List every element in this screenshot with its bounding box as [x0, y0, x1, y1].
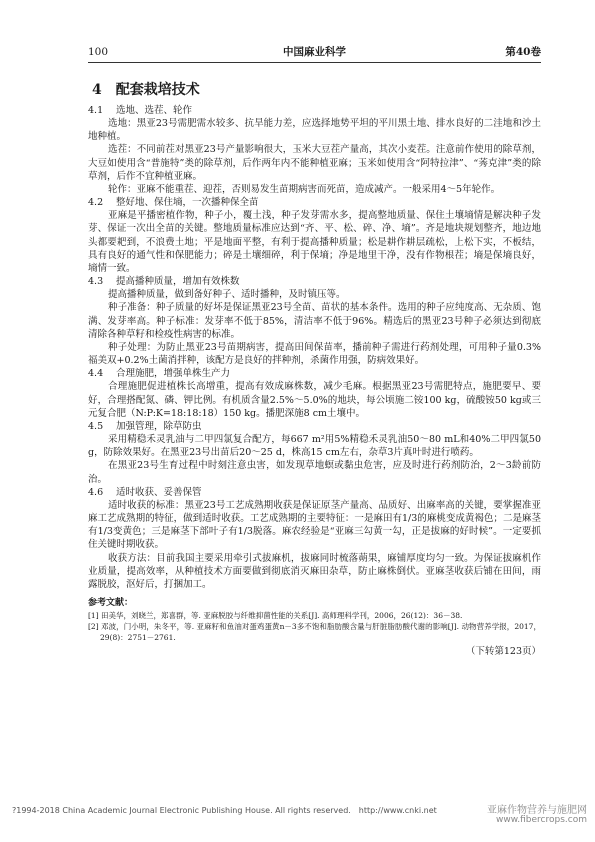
paragraph: 收获方法：目前我国主要采用牵引式拔麻机，拔麻同时梳落蒴果，麻铺厚度均匀一致。为保证拔麻机作业质量，提高效率，从种植技术方面要做到彻底消灭麻田杂草，防止麻株倒伏。亚麻茎收获后铺在田间，雨露脱胶，沤好后，打捆加工。 [88, 552, 541, 591]
subsection-heading [88, 104, 541, 117]
subsection-title: 适时收获、妥善保管 [116, 486, 202, 498]
subsection-heading [88, 367, 541, 380]
subsection-number: 4.1 [88, 105, 104, 116]
paragraph: 选地：黑亚23号需肥需水较多、抗旱能力差，应选择地势平坦的平川黑土地、排水良好的二洼地和沙土地种植。 [88, 118, 541, 143]
continued-note: （下转第123页） [465, 646, 541, 658]
references-title: 参考文献： [88, 598, 134, 609]
paragraph: 合理施肥促进植株长高增重，提高有效成麻株数，减少毛麻。根据黑亚23号需肥特点，施肥要早、要好，合理搭配氮、磷、钾比例。有机质含量2.5%～5.0%的地块，每公顷施二铵100 kg，硫酸铵50 kg或三元复合肥（N:P:K=18:18:18）150 kg。播肥深施8 cm土壤中。 [88, 381, 541, 419]
subsection-number: 4.6 [88, 486, 104, 498]
watermark-url: www.fibercrops.com [496, 815, 587, 825]
section-title: 4 配套栽培技术 [92, 82, 200, 98]
paragraph: 种子准备：种子质量的好坏是保证黑亚23号全苗、苗状的基本条件。选用的种子应纯度高、无杂质、饱满、发芽率高。种子标准：发芽率不低于85%，清洁率不低于96%。精选后的黑亚23号种子必须达到彻底清除各种草籽和检疫性病害的标准。 [88, 302, 541, 340]
subsection-title: 合理施肥，增强单株生产力 [116, 368, 231, 380]
subsection-number: 4.4 [88, 368, 104, 380]
article-body [88, 80, 541, 658]
subsection-title: 整好地、保住墒，一次播种保全苗 [116, 197, 259, 209]
subsection-number: 4.2 [88, 197, 104, 209]
subsection-heading [88, 196, 541, 209]
copyright-line: ?1994-2018 China Academic Journal Electronic Publishing House. All rights reserved. http://www.cnki.net [12, 806, 437, 815]
subsection-heading [88, 420, 541, 433]
paragraph: 亚麻是平播密植作物，种子小，覆土浅，种子发芽需水多，提高整地质量、保住土壤墒情是解决种子发芽、保证一次出全苗的关键。整地质量标准应达到“齐、平、松、碎、净、墒”。齐是地块规划整齐，地边地头都要耙到，不浪费土地；平是地面平整，有利于提高播种质量；松是耕作耕层疏松，上松下实，不板结，具有良好的通气性和保肥能力；碎是土壤细碎，利于保墒；净是地里干净，没有作物根茬；墒是保墒良好，墒情一致。 [88, 210, 541, 275]
header-rule [88, 62, 541, 63]
subsection-title: 加强管理，除草防虫 [116, 421, 202, 433]
paragraph: 采用精稳禾灵乳油与二甲四氯复合配方，每667 m²用5%精稳禾灵乳油50～80 mL和40%二甲四氯50 g，防除效果好。在黑亚23号出苗后20～25 d，株高15 cm左右，杂草3片真叶时进行喷药。 [88, 434, 541, 459]
paragraph: 选茬：不同前茬对黑亚23号产量影响很大，玉米大豆茬产量高，其次小麦茬。注意前作使用的除草剂，大豆如使用含“普施特”类的除草剂，后作两年内不能种植亚麻；玉米如使用含“阿特拉津”、“莠克津”类的除草剂，后作不宜种植亚麻。 [88, 144, 541, 182]
page-number: 100 [88, 46, 109, 58]
journal-name: 中国麻业科学 [283, 46, 346, 58]
subsection-title: 选地、选茬、轮作 [116, 105, 193, 116]
subsection-number: 4.5 [88, 421, 104, 433]
paragraph: 在黑亚23号生育过程中时刻注意虫害，如发现草地螟或黏虫危害，应及时进行药剂防治，2～3龄前防治。 [88, 460, 541, 485]
subsection-title: 提高播种质量，增加有效株数 [116, 276, 240, 288]
references [88, 597, 541, 643]
page-footer [12, 805, 587, 825]
reference-item: [2] 邓波，门小明，朱冬平，等. 亚麻籽和鱼油对蛋鸡蛋黄n－3多不饱和脂肪酸含量与肝脏脂肪酸代谢的影响[J]. 动物营养学报，2017，29(8)：2751－2761. [88, 622, 541, 643]
volume-label: 第40卷 [505, 46, 541, 58]
watermark-title: 亚麻作物营养与施肥网 [487, 805, 587, 816]
paragraph: 轮作：亚麻不能重茬、迎茬，否则易发生苗期病害而死苗，造成减产。一般采用4～5年轮作。 [108, 184, 501, 196]
subsection-number: 4.3 [88, 276, 104, 288]
subsection-heading [88, 275, 541, 288]
paragraph: 提高播种质量，做到备好种子、适时播种，及时镇压等。 [108, 289, 346, 301]
paragraph: 种子处理：为防止黑亚23号苗期病害，提高田间保苗率，播前种子需进行药剂处理，可用种子量0.3%福美双+0.2%土菌消拌种，该配方是良好的拌种剂，杀菌作用强，防病效果好。 [88, 342, 541, 367]
paragraph: 适时收获的标准：黑亚23号工艺成熟期收获是保证原茎产量高、品质好、出麻率高的关键，要掌握准亚麻工艺成熟期的特征，做到适时收获。工艺成熟期的主要特征：一是麻田有1/3的麻桃变成黄褐色；二是麻茎有1/3变黄色；三是麻茎下部叶子有1/3脱落。麻农经验是“亚麻三勾黄一勾，正是拔麻的好时候”。一定要抓住关键时期收获。 [88, 499, 541, 551]
running-header [88, 45, 541, 59]
reference-item: [1] 田美华，刘晓兰，郑喜群，等. 亚麻脱胶与纤维抑菌性能的关系[J]. 高师理科学刊，2006，26(12)：36－38. [88, 611, 463, 621]
subsection-heading [88, 486, 541, 499]
